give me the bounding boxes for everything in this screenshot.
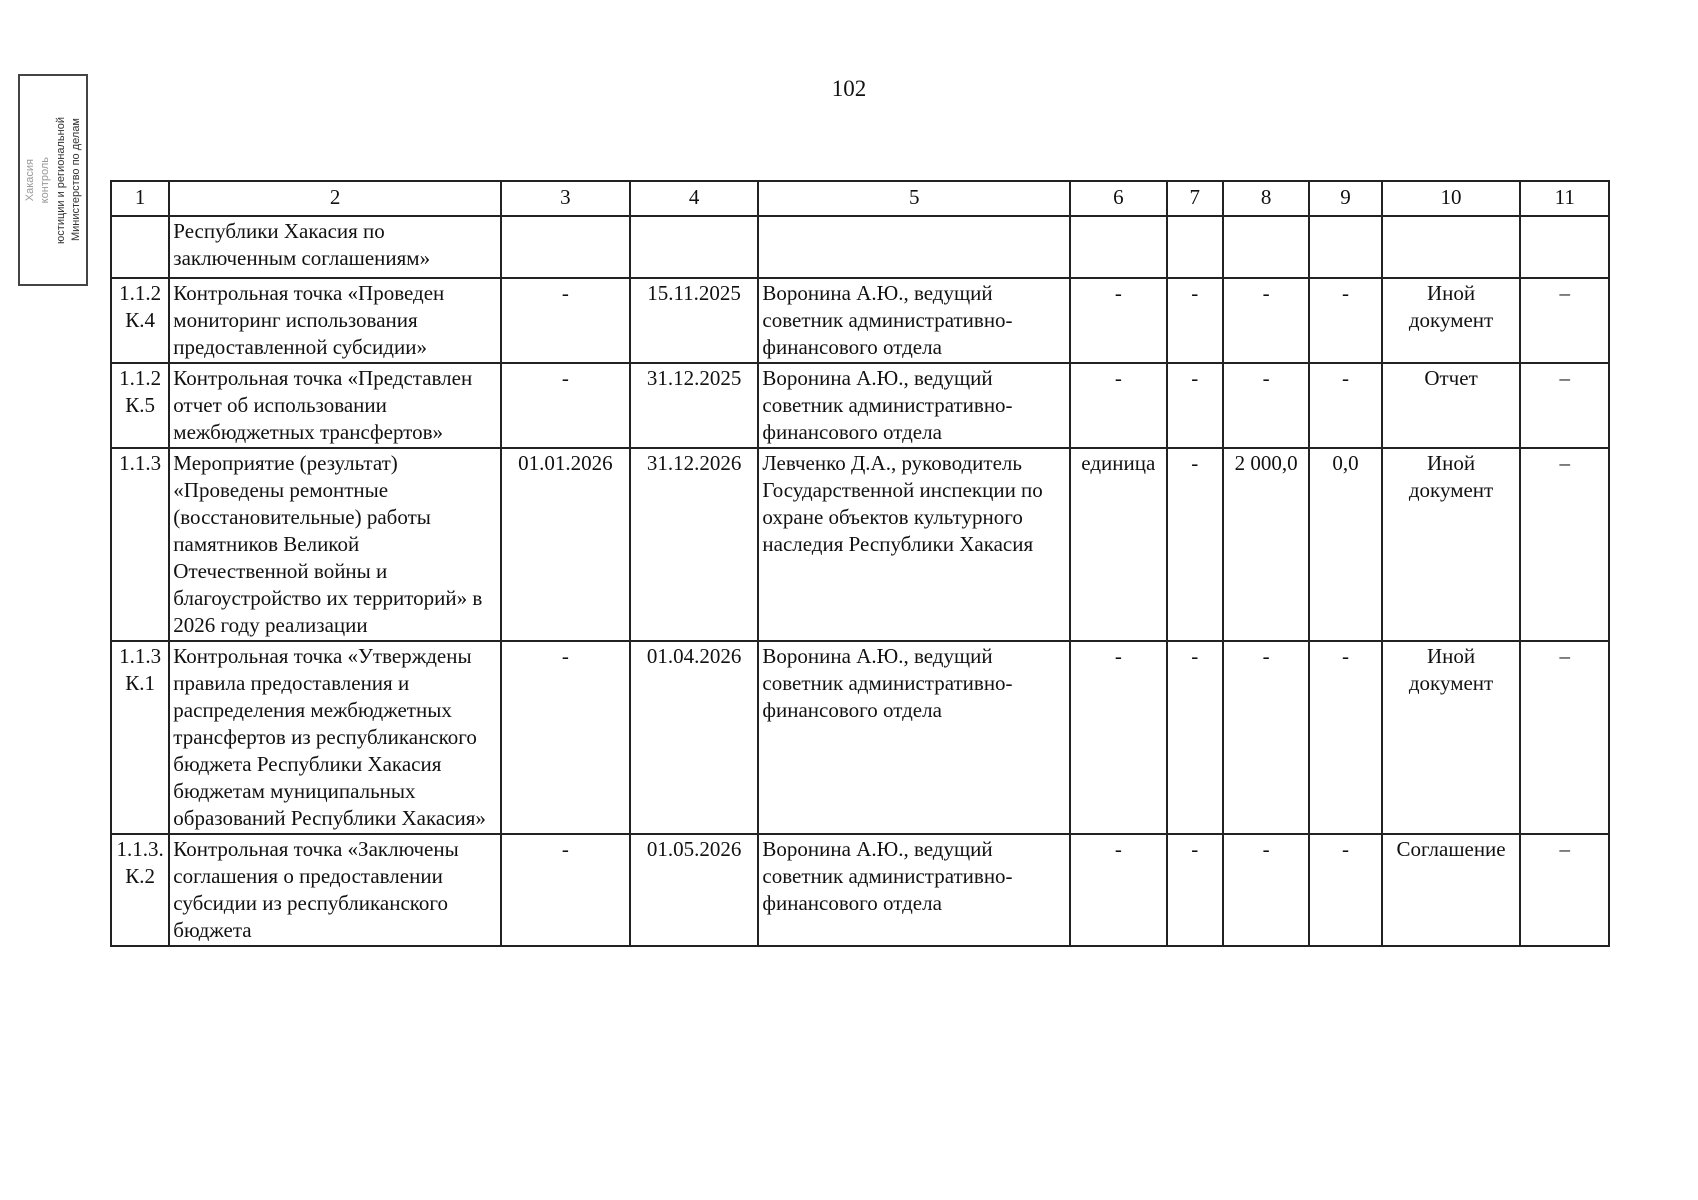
col9-cell xyxy=(1309,216,1381,278)
col7-cell xyxy=(1167,216,1223,278)
table-row xyxy=(111,448,1609,641)
start-date-cell: - xyxy=(501,834,630,946)
col9-cell: 0,0 xyxy=(1309,448,1381,641)
value-cell: - xyxy=(1223,363,1309,448)
stamp-line: Хакасия xyxy=(23,158,36,202)
end-date-cell: 01.05.2026 xyxy=(630,834,759,946)
start-date-cell xyxy=(501,216,630,278)
col11-cell: – xyxy=(1520,834,1609,946)
start-date-cell: - xyxy=(501,363,630,448)
table-row xyxy=(111,834,1609,946)
table-header-row xyxy=(111,181,1609,216)
col11-cell xyxy=(1520,216,1609,278)
unit-cell xyxy=(1070,216,1167,278)
start-date-cell: - xyxy=(501,641,630,834)
responsible-cell: Левченко Д.А., руководитель Государственной инспекции по охране объектов культурного наследия Республики Хакасия xyxy=(758,448,1070,641)
header-cell: 10 xyxy=(1382,181,1521,216)
col9-cell: - xyxy=(1309,641,1381,834)
header-cell: 1 xyxy=(111,181,169,216)
row-number-cell: 1.1.3 К.1 xyxy=(111,641,169,834)
value-cell: - xyxy=(1223,278,1309,363)
row-number-cell: 1.1.2 К.4 xyxy=(111,278,169,363)
description-cell: Мероприятие (результат) «Проведены ремонтные (восстановительные) работы памятников Великой Отечественной войны и благоустройство их территорий» в 2026 году реализации xyxy=(169,448,501,641)
unit-cell: - xyxy=(1070,278,1167,363)
col7-cell: - xyxy=(1167,363,1223,448)
value-cell: - xyxy=(1223,641,1309,834)
end-date-cell: 15.11.2025 xyxy=(630,278,759,363)
col11-cell: – xyxy=(1520,363,1609,448)
document-type-cell: Отчет xyxy=(1382,363,1521,448)
header-cell: 5 xyxy=(758,181,1070,216)
description-cell: Контрольная точка «Утверждены правила предоставления и распределения межбюджетных трансфертов из республиканского бюджета Республики Хакасия бюджетам муниципальных образований Республики Хакасия» xyxy=(169,641,501,834)
value-cell: - xyxy=(1223,834,1309,946)
unit-cell: - xyxy=(1070,641,1167,834)
header-cell: 4 xyxy=(630,181,759,216)
unit-cell: единица xyxy=(1070,448,1167,641)
row-number-cell: 1.1.3 xyxy=(111,448,169,641)
header-cell: 3 xyxy=(501,181,630,216)
row-number-cell: 1.1.3. К.2 xyxy=(111,834,169,946)
col11-cell: – xyxy=(1520,278,1609,363)
col7-cell: - xyxy=(1167,448,1223,641)
document-type-cell xyxy=(1382,216,1521,278)
document-type-cell: Иной документ xyxy=(1382,448,1521,641)
header-cell: 6 xyxy=(1070,181,1167,216)
table-row xyxy=(111,641,1609,834)
table-row xyxy=(111,216,1609,278)
table-row xyxy=(111,363,1609,448)
document-type-cell: Иной документ xyxy=(1382,278,1521,363)
value-cell xyxy=(1223,216,1309,278)
header-cell: 2 xyxy=(169,181,501,216)
responsible-cell: Воронина А.Ю., ведущий советник административно-финансового отдела xyxy=(758,363,1070,448)
value-cell: 2 000,0 xyxy=(1223,448,1309,641)
row-number-cell xyxy=(111,216,169,278)
col7-cell: - xyxy=(1167,641,1223,834)
responsible-cell xyxy=(758,216,1070,278)
header-cell: 9 xyxy=(1309,181,1381,216)
description-cell: Контрольная точка «Представлен отчет об использовании межбюджетных трансфертов» xyxy=(169,363,501,448)
description-cell: Республики Хакасия по заключенным соглашениям» xyxy=(169,216,501,278)
registration-stamp xyxy=(18,74,88,286)
document-type-cell: Соглашение xyxy=(1382,834,1521,946)
col11-cell: – xyxy=(1520,641,1609,834)
unit-cell: - xyxy=(1070,834,1167,946)
col7-cell: - xyxy=(1167,834,1223,946)
col9-cell: - xyxy=(1309,278,1381,363)
stamp-line: юстиции и региональной xyxy=(54,116,67,244)
plan-table xyxy=(110,180,1610,947)
stamp-line: Министерство по делам xyxy=(70,118,83,242)
col7-cell: - xyxy=(1167,278,1223,363)
stamp-line: контроль xyxy=(39,156,52,204)
unit-cell: - xyxy=(1070,363,1167,448)
responsible-cell: Воронина А.Ю., ведущий советник административно-финансового отдела xyxy=(758,641,1070,834)
responsible-cell: Воронина А.Ю., ведущий советник административно-финансового отдела xyxy=(758,278,1070,363)
description-cell: Контрольная точка «Проведен мониторинг использования предоставленной субсидии» xyxy=(169,278,501,363)
end-date-cell: 01.04.2026 xyxy=(630,641,759,834)
end-date-cell: 31.12.2025 xyxy=(630,363,759,448)
header-cell: 8 xyxy=(1223,181,1309,216)
page-number: 102 xyxy=(831,76,867,101)
document-type-cell: Иной документ xyxy=(1382,641,1521,834)
header-cell: 11 xyxy=(1520,181,1609,216)
col9-cell: - xyxy=(1309,834,1381,946)
header-cell: 7 xyxy=(1167,181,1223,216)
col11-cell: – xyxy=(1520,448,1609,641)
end-date-cell xyxy=(630,216,759,278)
start-date-cell: - xyxy=(501,278,630,363)
responsible-cell: Воронина А.Ю., ведущий советник административно-финансового отдела xyxy=(758,834,1070,946)
end-date-cell: 31.12.2026 xyxy=(630,448,759,641)
table-row xyxy=(111,278,1609,363)
description-cell: Контрольная точка «Заключены соглашения о предоставлении субсидии из республиканского бюджета xyxy=(169,834,501,946)
col9-cell: - xyxy=(1309,363,1381,448)
start-date-cell: 01.01.2026 xyxy=(501,448,630,641)
row-number-cell: 1.1.2 К.5 xyxy=(111,363,169,448)
